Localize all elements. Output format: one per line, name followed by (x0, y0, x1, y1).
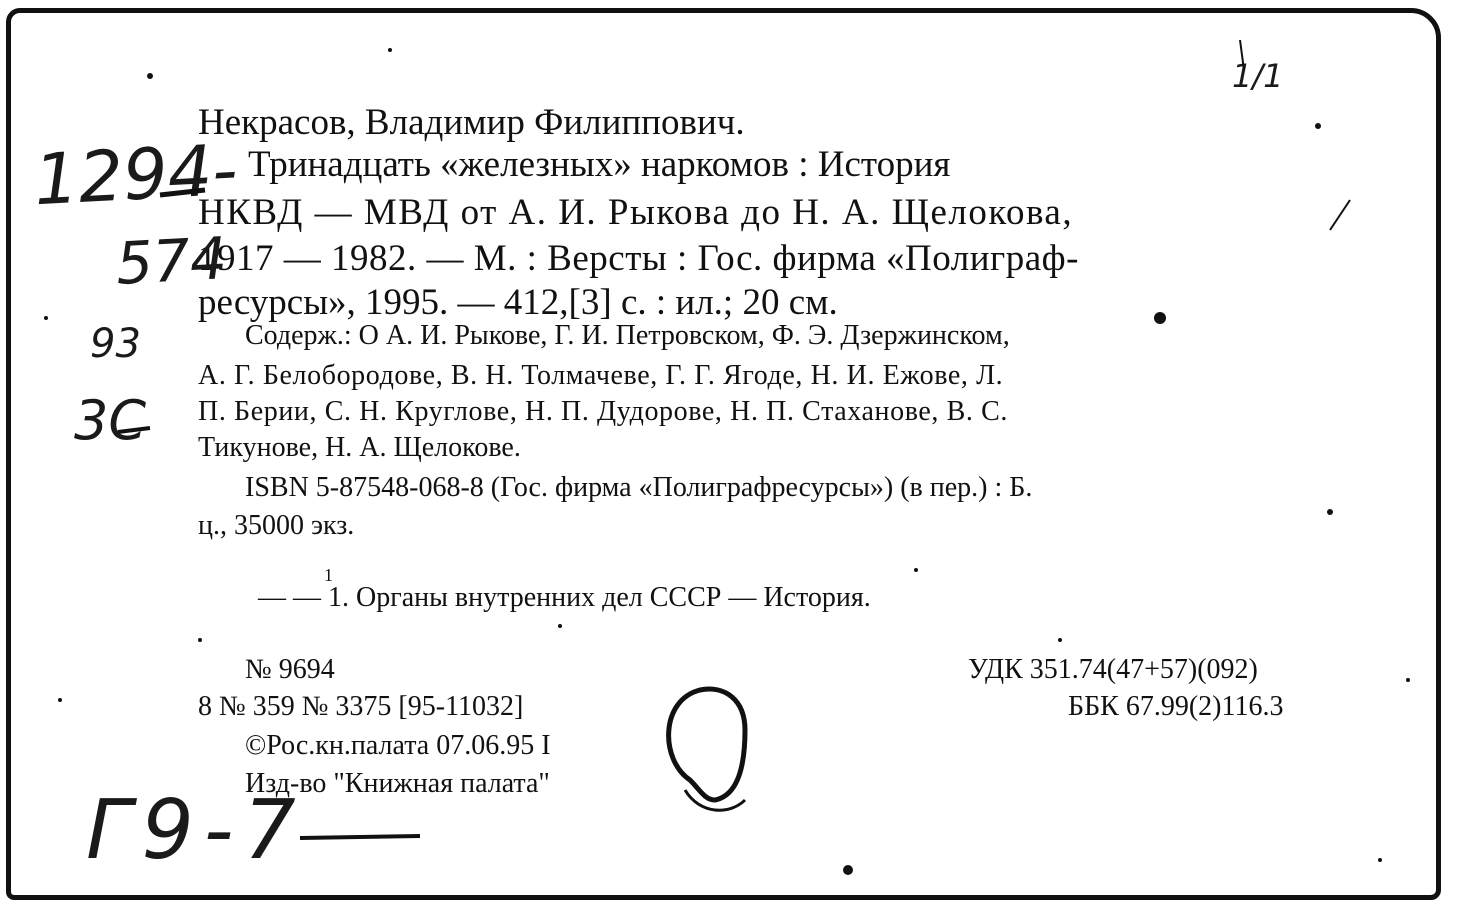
isbn-line-1: ISBN 5-87548-068-8 (Гос. фирма «Полиграфресурсы») (в пер.) : Б. (245, 472, 1033, 503)
ink-slash (1330, 200, 1350, 230)
ink-underline (118, 428, 150, 432)
ink-tick (1240, 40, 1244, 70)
handwritten-corner-mark: 1/1 (1232, 57, 1284, 95)
handwritten-call-number-top: 1294- (31, 128, 240, 222)
title-line-3: 1917 — 1982. — М. : Версты : Гос. фирма «Полиграф- (198, 238, 1079, 279)
line-numbers: 8 № 359 № 3375 [95-11032] (198, 691, 524, 722)
udc-code: УДК 351.74(47+57)(092) (968, 654, 1258, 685)
handwritten-mark-1: 93 (90, 321, 141, 367)
contents-line-3: П. Берии, С. Н. Круглове, Н. П. Дудорове, Н. П. Стаханове, В. С. (198, 396, 1008, 427)
title-line-4: ресурсы», 1995. — 412,[3] с. : ил.; 20 см. (198, 282, 838, 323)
contents-line-4: Тикунове, Н. А. Щелокове. (198, 432, 521, 463)
subject-numeral: 1 (324, 565, 333, 585)
ink-footer-stroke (300, 836, 420, 838)
title-line-1-text: Тринадцать «железных» наркомов : История (248, 144, 951, 185)
author-heading: Некрасов, Владимир Филиппович. (198, 102, 745, 143)
contents-line-1: Содерж.: О А. И. Рыкове, Г. И. Петровском, Ф. Э. Дзержинском, (245, 320, 1010, 351)
publisher-line: Изд-во "Книжная палата" (245, 768, 550, 799)
isbn-line-2: ц., 35000 экз. (198, 510, 355, 541)
title-line-2: НКВД — МВД от А. И. Рыкова до Н. А. Щелокова, (198, 192, 1074, 233)
bbk-code: ББК 67.99(2)116.3 (1068, 691, 1284, 722)
ink-specks (44, 48, 1410, 878)
copyright-line: ©Рос.кн.палата 07.06.95 I (245, 730, 551, 761)
contents-line-2: А. Г. Белобородове, В. Н. Толмачеве, Г. Г. Ягоде, Н. И. Ежове, Л. (198, 360, 1004, 391)
handwritten-mark-2: 3С (74, 389, 147, 452)
ink-loop (669, 689, 745, 800)
handwritten-call-number-bottom: 574 (114, 224, 229, 298)
handwritten-footer-code: Г9-7 (86, 783, 306, 878)
subject-heading: — — 1. Органы внутренних дел СССР — История. (258, 582, 871, 613)
ink-dash (160, 190, 205, 195)
record-number: № 9694 (245, 654, 335, 685)
